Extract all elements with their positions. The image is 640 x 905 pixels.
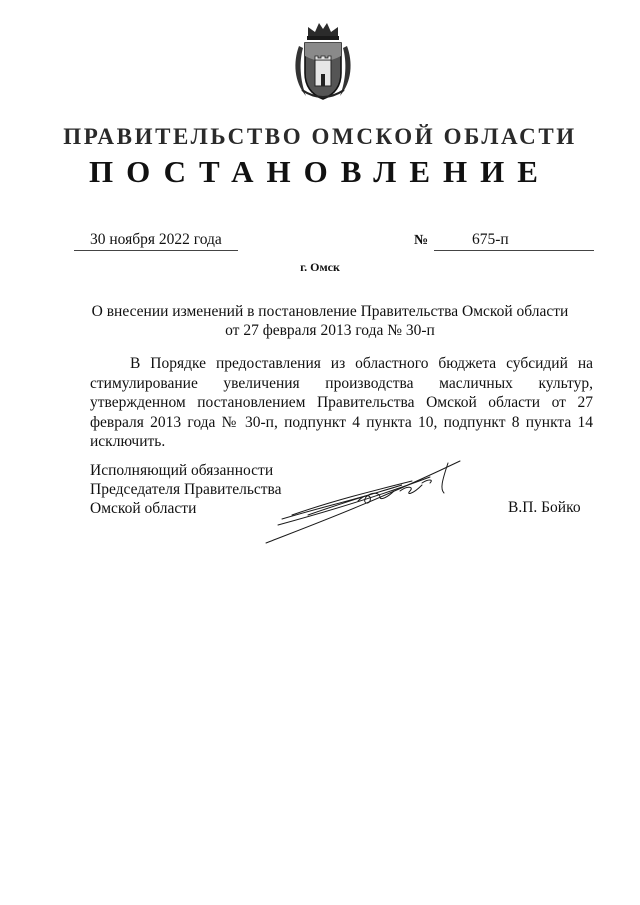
signer-title-line-3: Омской области (90, 500, 197, 517)
signer-title-line-1: Исполняющий обязанности (90, 462, 274, 479)
subject-line-2: от 27 февраля 2013 года № 30-п (225, 322, 435, 339)
document-date-field (74, 230, 238, 251)
document-type-title: ПОСТАНОВЛЕНИЕ (89, 154, 551, 189)
signer-title-line-2: Председателя Правительства (90, 481, 282, 498)
document-number-field (434, 230, 594, 251)
organization-title: ПРАВИТЕЛЬСТВО ОМСКОЙ ОБЛАСТИ (63, 124, 577, 149)
handwritten-signature (262, 455, 467, 547)
document-number: 675-п (472, 231, 509, 248)
subject-line-1: О внесении изменений в постановление Правительства Омской области (91, 303, 569, 320)
signer-title (90, 461, 282, 518)
document-date: 30 ноября 2022 года (90, 231, 222, 248)
number-sign: № (414, 233, 429, 248)
city-label: г. Омск (300, 260, 340, 274)
body-paragraph: В Порядке предоставления из областного бюджета субсидий на стимулирование увеличения производства масличных культур, утвержденном постановлением Правительства Омской области от 27 февраля 2013 года № 30-п, подпункт 4 пункта 10, подпункт 8 пункта 14 исключить. (90, 355, 593, 450)
signer-name: В.П. Бойко (508, 499, 581, 516)
coat-of-arms-icon (290, 20, 356, 104)
document-subject (80, 302, 580, 340)
